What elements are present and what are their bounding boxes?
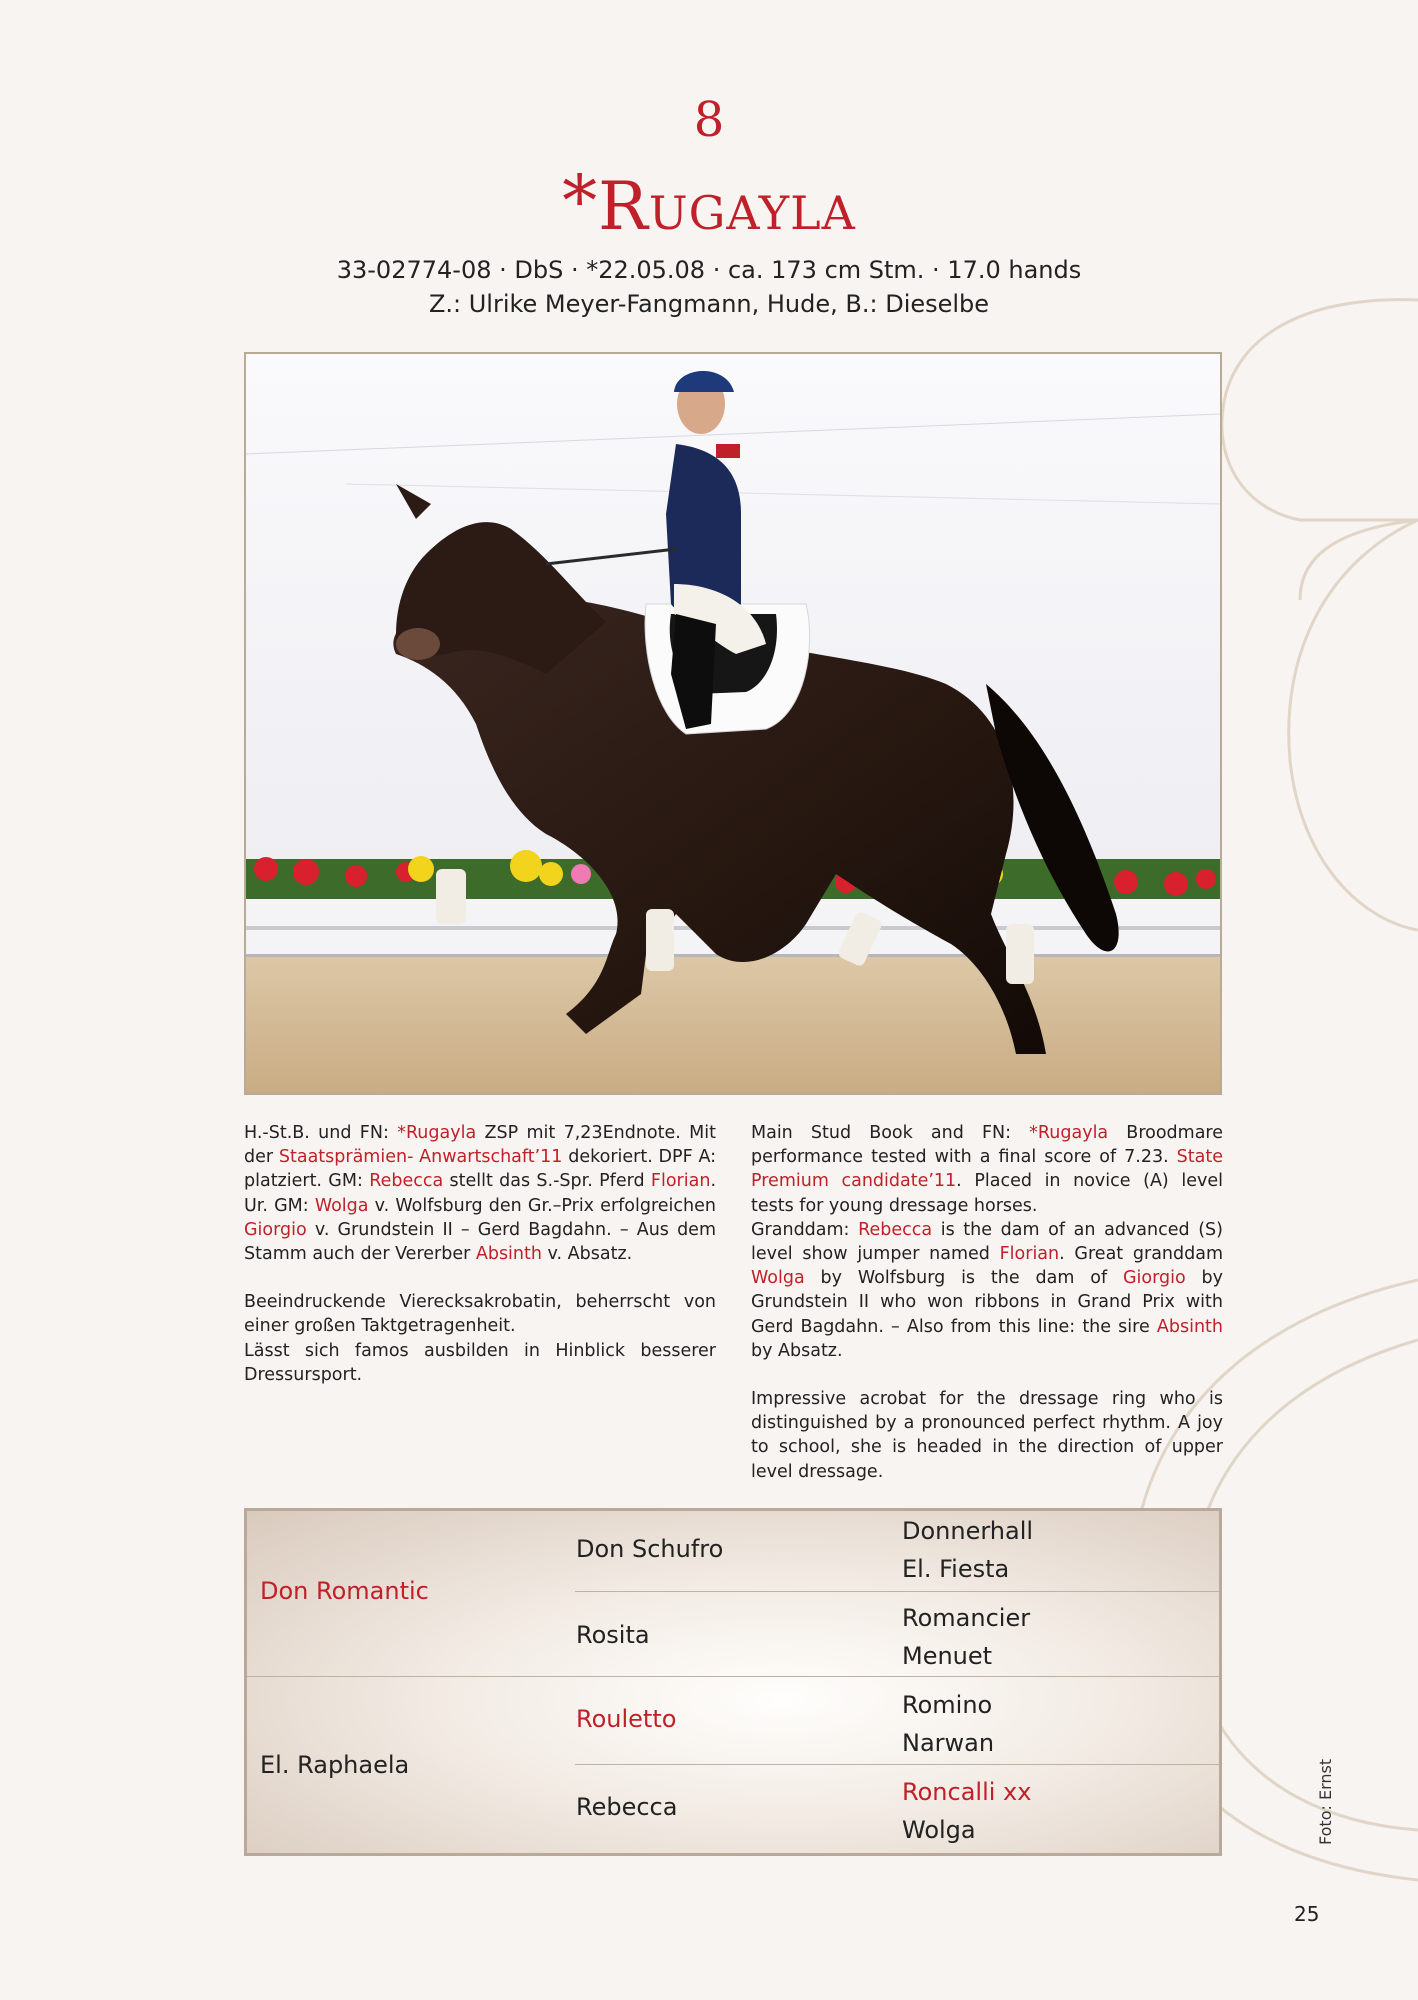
pedigree-g3-7: Roncalli xx: [902, 1778, 1032, 1806]
link-wolga: Wolga: [314, 1195, 369, 1216]
german-paragraph-pedigree: H.-St.B. und FN: *Rugayla ZSP mit 7,23Endnote. Mit der Staatsprämien- Anwartschaft’11 dekoriert. DPF A: platziert. GM: Rebecca stellt das S.-Spr. Pferd Florian. Ur. GM: Wolga v. Wolfsburg den Gr.–Prix erfolgreichen Giorgio v. Grundstein II – Gerd Bagdahn. – Aus dem Stamm auch der Vererber Absinth v. Absatz.: [244, 1123, 717, 1265]
link-wolga-en: Wolga: [751, 1268, 805, 1289]
award-premium: Staatsprämien- Anwartschaft’11: [278, 1147, 563, 1168]
link-absinth-en: Absinth: [1156, 1316, 1223, 1337]
pedigree-sire-sire: Don Schufro: [576, 1535, 724, 1563]
link-rugayla: *Rugayla: [397, 1123, 477, 1143]
pedigree-dam: El. Raphaela: [260, 1751, 410, 1779]
lot-number: 8: [693, 92, 725, 148]
horse-name: [0, 160, 1418, 245]
page-number: 25: [1294, 1902, 1320, 1926]
english-paragraph-character: Impressive acrobat for the dressage ring who is distinguished by a pronounced perfect rhythm. A joy to school, she is headed in the direction of upper level dressage.: [751, 1389, 1223, 1482]
link-rugayla-en: *Rugayla: [1029, 1123, 1109, 1143]
link-giorgio-en: Giorgio: [1122, 1268, 1186, 1289]
name-prefix: *: [562, 160, 599, 242]
pedigree-g3-5: Romino: [902, 1691, 993, 1719]
breeder-line: Z.: Ulrike Meyer-Fangmann, Hude, B.: Dieselbe: [428, 290, 990, 318]
name-initial: R: [598, 168, 649, 245]
horse-photo: [244, 352, 1222, 1095]
pedigree-g3-8: Wolga: [902, 1816, 976, 1844]
registration-line: 33-02774-08 · DbS · *22.05.08 · ca. 173 cm Stm. · 17.0 hands: [336, 256, 1082, 284]
link-florian-en: Florian: [999, 1244, 1060, 1265]
pedigree-sire-dam: Rosita: [576, 1621, 650, 1649]
link-giorgio: Giorgio: [244, 1219, 307, 1240]
link-rebecca-en: Rebecca: [858, 1219, 933, 1240]
pedigree-g3-1: Donnerhall: [902, 1517, 1034, 1545]
link-rebecca: Rebecca: [369, 1171, 444, 1192]
pedigree-g3-3: Romancier: [902, 1604, 1031, 1632]
german-paragraph-character: Beeindruckende Vierecksakrobatin, beherrscht von einer großen Taktgetragenheit. Lässt sich famos ausbilden in Hinblick besserer Dressursport.: [244, 1292, 716, 1385]
pedigree-divider-lower: [575, 1764, 1219, 1765]
pedigree-g3-4: Menuet: [902, 1642, 993, 1670]
english-paragraph-pedigree: Main Stud Book and FN: *Rugayla Broodmare performance tested with a final score of 7.23. State Premium candidate’11. Placed in novice (A) level tests for young dressage horses.: [751, 1123, 1223, 1216]
description-english: [751, 1121, 1223, 1484]
description-german: [244, 1121, 716, 1387]
photo-credit: Foto: Ernst: [1316, 1758, 1335, 1845]
award-premium-en: State Premium candidate’11: [751, 1147, 1223, 1192]
pedigree-sire: Don Romantic: [260, 1577, 429, 1605]
pedigree-dam-dam: Rebecca: [576, 1793, 678, 1821]
name-rest: UGAYLA: [648, 186, 856, 240]
pedigree-divider-upper: [575, 1591, 1219, 1592]
pedigree-g3-2: El. Fiesta: [902, 1555, 1010, 1583]
pedigree-dam-sire: Rouletto: [576, 1705, 677, 1733]
link-florian: Florian: [650, 1171, 711, 1192]
english-paragraph-family: Granddam: Rebecca is the dam of an advanced (S) level show jumper named Florian. Great granddam Wolga by Wolfsburg is the dam of Giorgio by Grundstein II who won ribbons in Grand Prix with Gerd Bagdahn. – Also from this line: the sire Absinth by Absatz.: [751, 1219, 1224, 1361]
link-absinth: Absinth: [475, 1244, 542, 1265]
pedigree-divider-main: [247, 1676, 1219, 1677]
pedigree-g3-6: Narwan: [902, 1729, 995, 1757]
pedigree-table: [244, 1508, 1222, 1856]
